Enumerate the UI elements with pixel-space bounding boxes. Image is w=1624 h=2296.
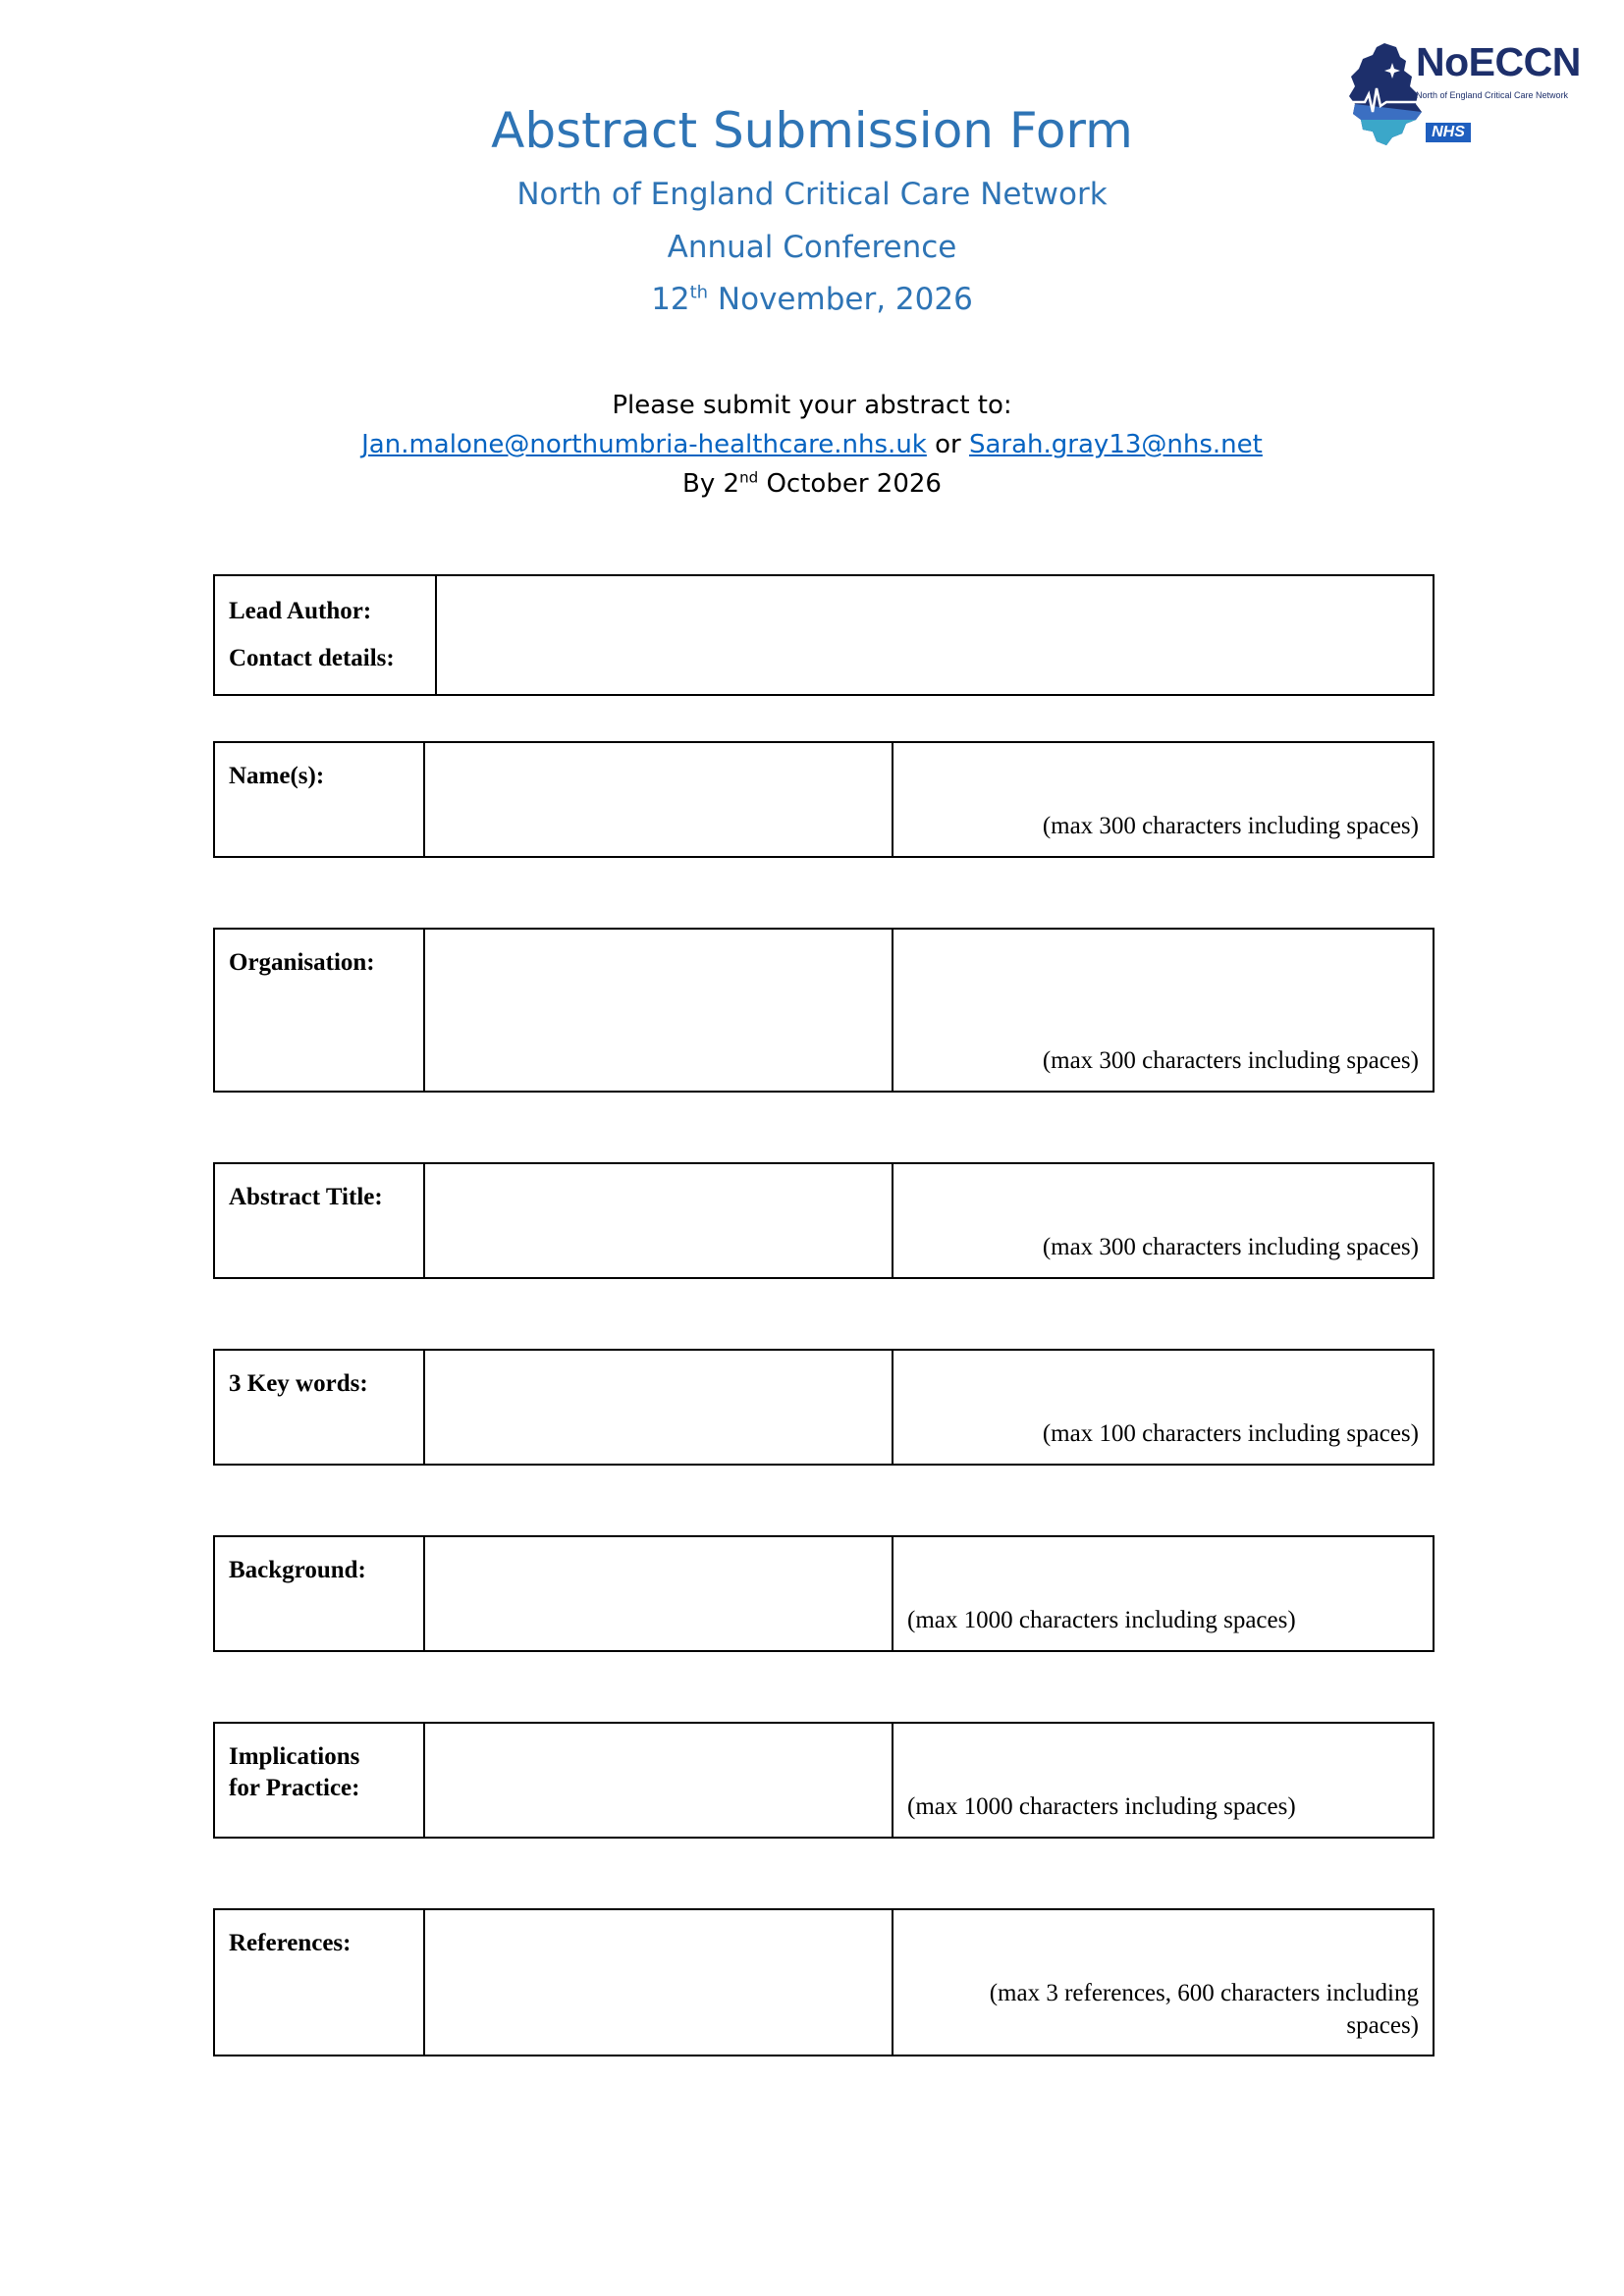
email-link-sarah[interactable]: Sarah.gray13@nhs.net — [969, 430, 1263, 459]
nhs-badge: NHS — [1426, 123, 1471, 142]
abstract-title-label: Abstract Title: — [229, 1184, 383, 1210]
submission-deadline — [0, 469, 1624, 499]
organisation-label: Organisation: — [229, 949, 375, 976]
date-day: 12 — [651, 282, 690, 317]
references-hint-line2: spaces) — [1346, 2012, 1419, 2039]
implications-label-line1: Implications — [229, 1743, 360, 1770]
names-table — [213, 741, 1435, 858]
references-label: References: — [229, 1930, 352, 1956]
submission-intro: Please submit your abstract to: — [612, 391, 1012, 420]
background-input-cell[interactable] — [423, 1537, 892, 1650]
event-date — [0, 282, 1624, 317]
date-ordinal: th — [689, 282, 709, 303]
date-rest: November, 2026 — [708, 282, 973, 317]
email-joiner: or — [926, 430, 969, 459]
implications-label-line2: for Practice: — [229, 1775, 360, 1801]
organisation-input-cell[interactable] — [423, 930, 892, 1091]
names-label: Name(s): — [229, 763, 325, 789]
organisation-hint-cell — [892, 930, 1433, 1091]
references-hint — [990, 1977, 1419, 2042]
deadline-rest: October 2026 — [758, 469, 942, 499]
key-words-hint: (max 100 characters including spaces) — [1042, 1420, 1419, 1447]
background-label: Background: — [229, 1557, 366, 1583]
lead-author-label-line1: Lead Author: — [229, 598, 372, 624]
logo-wordmark: NoECCN — [1416, 39, 1581, 84]
abstract-title-input-cell[interactable] — [423, 1164, 892, 1277]
key-words-input-cell[interactable] — [423, 1351, 892, 1464]
logo-subtitle: North of England Critical Care Network — [1416, 90, 1569, 100]
network-name: North of England Critical Care Network — [516, 177, 1108, 212]
abstract-title-table — [213, 1162, 1435, 1279]
background-hint: (max 1000 characters including spaces) — [907, 1607, 1296, 1633]
references-hint-line1: (max 3 references, 600 characters including — [989, 1980, 1419, 2006]
background-hint-cell — [892, 1537, 1433, 1650]
background-table — [213, 1535, 1435, 1652]
references-table — [213, 1908, 1435, 2056]
key-words-hint-cell — [892, 1351, 1433, 1464]
key-words-table — [213, 1349, 1435, 1466]
abstract-title-hint: (max 300 characters including spaces) — [1042, 1234, 1419, 1260]
event-name: Annual Conference — [667, 230, 957, 265]
implications-hint: (max 1000 characters including spaces) — [907, 1793, 1296, 1820]
lead-author-input-cell[interactable] — [435, 576, 1433, 694]
lead-author-label — [215, 576, 435, 694]
key-words-label: 3 Key words: — [229, 1370, 368, 1397]
implications-label — [215, 1724, 423, 1837]
implications-hint-cell — [892, 1724, 1433, 1837]
lead-author-table — [213, 574, 1435, 696]
email-link-jan[interactable]: Jan.malone@northumbria-healthcare.nhs.uk — [361, 430, 927, 459]
implications-input-cell[interactable] — [423, 1724, 892, 1837]
deadline-ordinal: nd — [739, 468, 759, 487]
submission-emails — [0, 430, 1624, 459]
deadline-prefix: By 2 — [682, 469, 740, 499]
names-hint-cell — [892, 743, 1433, 856]
names-hint: (max 300 characters including spaces) — [1042, 813, 1419, 839]
names-input-cell[interactable] — [423, 743, 892, 856]
abstract-title-hint-cell — [892, 1164, 1433, 1277]
references-input-cell[interactable] — [423, 1910, 892, 2055]
implications-table — [213, 1722, 1435, 1839]
page-title: Abstract Submission Form — [491, 102, 1133, 159]
contact-details-label: Contact details: — [229, 645, 395, 671]
references-hint-cell — [892, 1910, 1433, 2055]
organisation-table — [213, 928, 1435, 1093]
organisation-hint: (max 300 characters including spaces) — [1042, 1047, 1419, 1074]
